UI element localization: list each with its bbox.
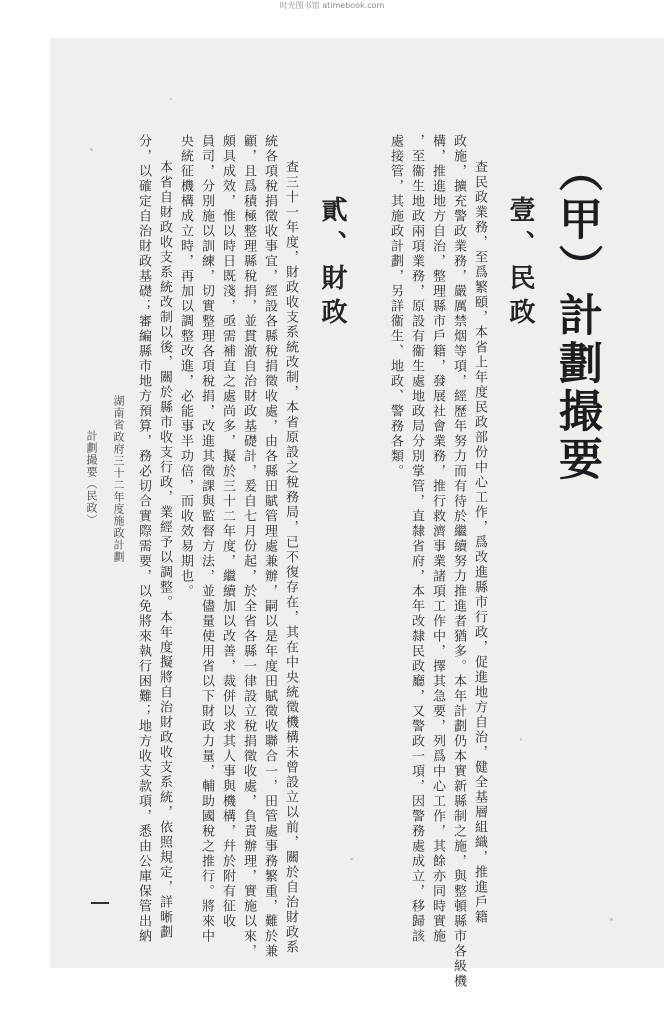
- paragraph-civil-3: 構，推進地方自治，整理縣市戶籍，發展社會業務，推行救濟事業諸項工作中，擇其急要，列爲中心工作，其餘亦同時實施: [430, 134, 445, 944]
- paragraph-civil-1: 查民政業務，至爲繁頤，本省上年度民政部份中心工作，爲改進縣市行政，促進地方自治，健全基層組織，推進戶籍: [472, 160, 487, 925]
- page-number: [91, 902, 109, 904]
- paragraph-finance-7: 本省自財政收支系統改制以後，關於縣市收支行政，業經予以調整。本年度擬將自治財政收支系統，依照規定，詳晰劃: [157, 160, 172, 940]
- paragraph-finance-2: 統各項稅捐徵收事宜，經設各縣稅捐徵收處，由各縣田賦管理處兼辦，嗣以是年度田賦徵收聯合一，田管處事務繁重，難於兼: [262, 134, 277, 959]
- paragraph-civil-5: 處接管，其施政計劃，另詳衞生、地政、警務各類。: [388, 134, 403, 479]
- paragraph-finance-1: 查三十一年度，財政收支系統改制，本省原設之稅務局，已不復存在，其在中央統徵機構未曾設立以前，關於自治財政系: [283, 160, 298, 955]
- main-title: （甲）計劃撮要: [551, 148, 602, 484]
- section-heading-civil-affairs: 壹、民政: [505, 196, 535, 332]
- paragraph-finance-3: 顧，且爲積極整理縣稅捐，並貫澈自治財政基礎計，爰自七月份起，於全省各縣一律設立稅捐徵收處，負責辦理，實施以來，: [241, 134, 256, 959]
- section-heading-finance: 貳、財政: [317, 196, 347, 332]
- paragraph-finance-8: 分，以確定自治財政基礎；審編縣市地方預算，務必切合實際需要，以免將來執行困難；地方收支款項，悉由公庫保管出納: [136, 134, 151, 944]
- paragraph-civil-2: 政施，擴充警政業務，嚴厲禁烟等項，經歷年努力而有待於繼續努力推進者猶多。本年計劃仍本實新縣制之施，與整頓縣市各級機: [451, 134, 466, 989]
- footer-book-title: 湖南省政府三十二年度施政計劃: [112, 395, 125, 563]
- paragraph-finance-5: 員司，分別施以訓練，切實整理各項稅捐，改進其徵課與監督方法，並儘量使用省以下財政力量，輔助國稅之推行。將來中: [199, 134, 214, 944]
- footer-section-label: 計劃撮要（民政）: [85, 430, 98, 526]
- paragraph-civil-4: ，至衞生地政兩項業務，原設有衞生處地政局分別掌管，直隸省府，本年改隸民政廳，又警政一項，因警務處成立，移歸該: [409, 134, 424, 944]
- paragraph-finance-4: 頗具成效，惟以時日既淺，亟需補直之處尚多，擬於三十二年度，繼續加以改善，裁併以求其人事與機構，幷於附有征收: [220, 134, 235, 929]
- watermark: 时光图书馆 atimebook.com: [279, 1, 385, 10]
- paragraph-finance-6: 央統征機構成立時，再加以調整改進，必能事半功倍，而收效易期也。: [178, 134, 193, 599]
